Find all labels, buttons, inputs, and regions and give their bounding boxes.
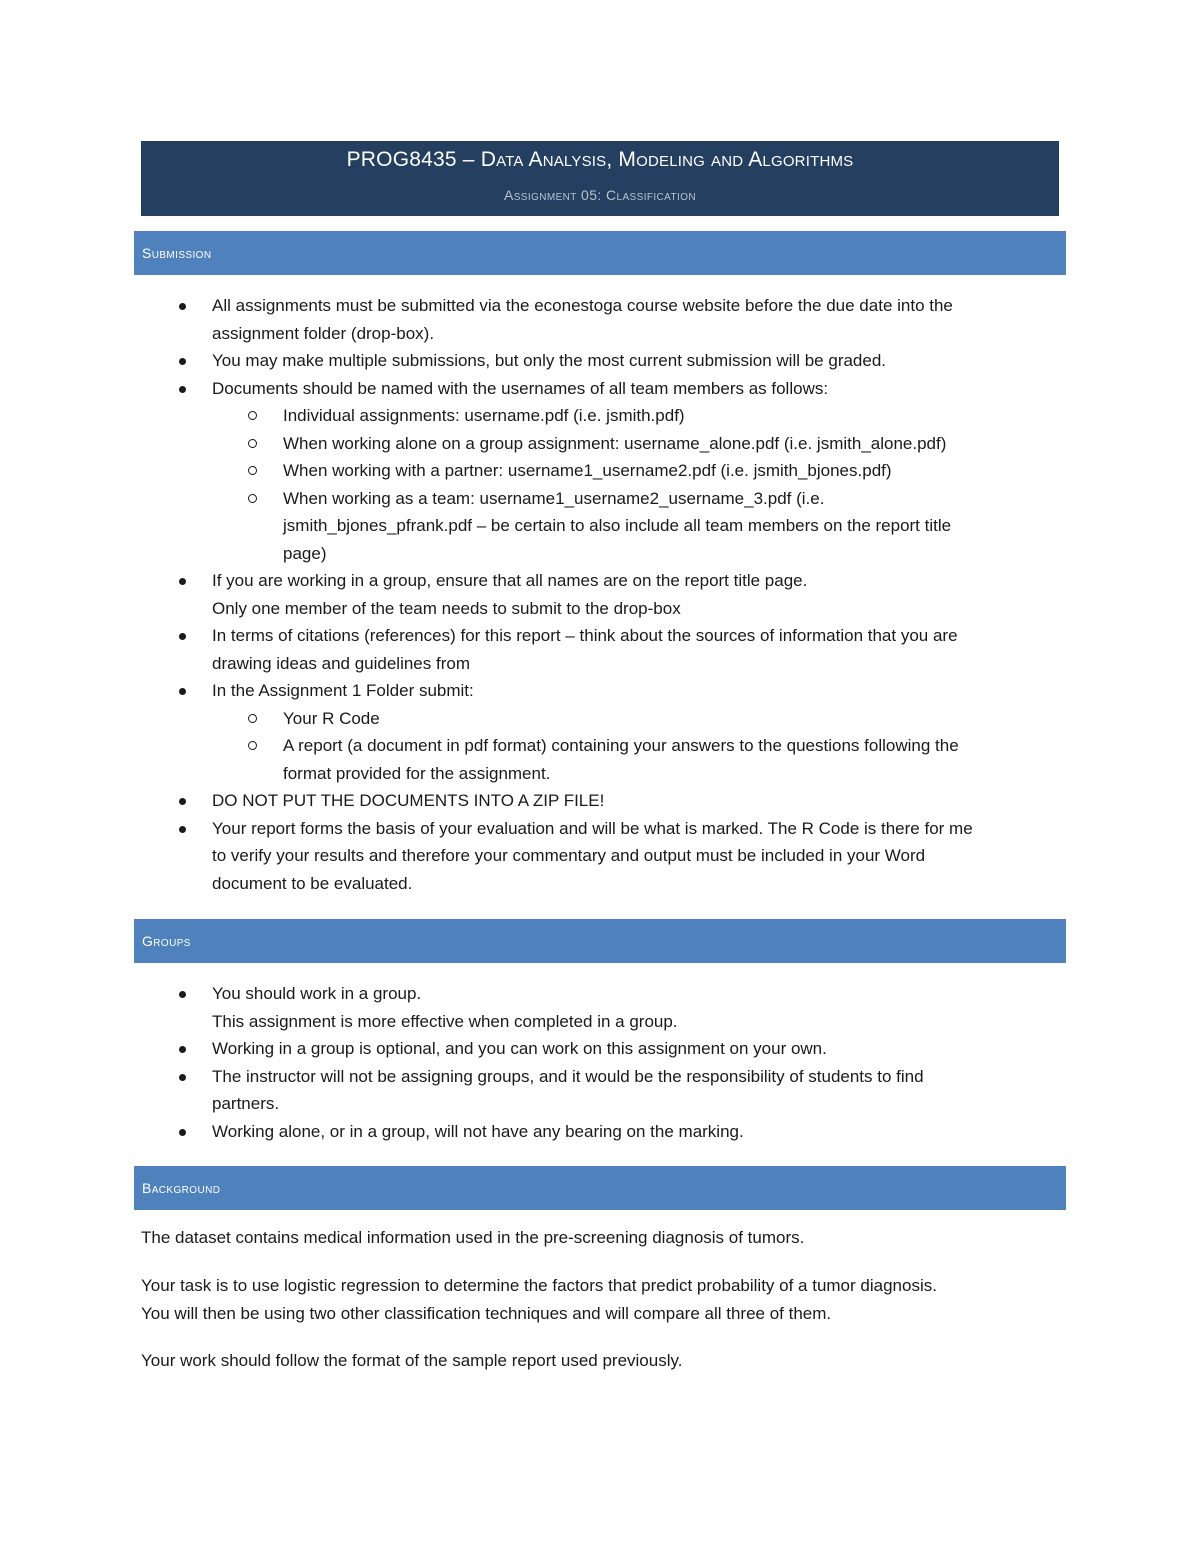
text-line: Your task is to use logistic regression to determine the factors that predict probability of a tumor diagnosis. bbox=[141, 1276, 937, 1295]
hollow-bullet-icon bbox=[248, 439, 257, 448]
sub-list bbox=[212, 705, 1066, 788]
text-line: Working in a group is optional, and you can work on this assignment on your own. bbox=[212, 1039, 827, 1058]
bullet-icon bbox=[179, 991, 186, 998]
groups-list bbox=[141, 980, 1066, 1145]
text-line: You will then be using two other classification techniques and will compare all three of them. bbox=[141, 1303, 832, 1323]
list-item bbox=[141, 375, 1066, 568]
sub-list-item bbox=[212, 430, 1066, 458]
text-line: to verify your results and therefore your commentary and output must be included in your Word bbox=[212, 846, 926, 865]
text-line: If you are working in a group, ensure that all names are on the report title page. bbox=[212, 571, 808, 590]
bullet-icon bbox=[179, 578, 186, 585]
list-item bbox=[141, 567, 1066, 622]
text-line: format provided for the assignment. bbox=[283, 763, 551, 783]
list-item bbox=[141, 622, 1066, 677]
background-paragraph bbox=[141, 1224, 1066, 1252]
text-line: DO NOT PUT THE DOCUMENTS INTO A ZIP FILE! bbox=[212, 791, 605, 810]
bullet-icon bbox=[179, 798, 186, 805]
text-line: The dataset contains medical information used in the pre-screening diagnosis of tumors. bbox=[141, 1228, 805, 1247]
text-line: Only one member of the team needs to submit to the drop-box bbox=[212, 598, 681, 618]
text-line: When working as a team: username1_username2_username_3.pdf (i.e. bbox=[283, 488, 825, 508]
list-item bbox=[141, 980, 1066, 1035]
text-line: Individual assignments: username.pdf (i.e. jsmith.pdf) bbox=[283, 406, 685, 425]
title-banner bbox=[141, 141, 1059, 216]
bullet-icon bbox=[179, 1129, 186, 1136]
list-item bbox=[141, 347, 1066, 375]
bullet-icon bbox=[179, 358, 186, 365]
bullet-icon bbox=[179, 688, 186, 695]
document-title: PROG8435 – Data Analysis, Modeling and Algorithms bbox=[346, 148, 854, 171]
list-item bbox=[141, 1035, 1066, 1063]
background-paragraph bbox=[141, 1347, 1066, 1375]
sub-list-item bbox=[212, 732, 1066, 787]
text-line: partners. bbox=[212, 1094, 280, 1113]
list-item bbox=[141, 815, 1066, 898]
text-line: This assignment is more effective when completed in a group. bbox=[212, 1011, 678, 1031]
list-item bbox=[141, 1063, 1066, 1118]
bullet-icon bbox=[179, 303, 186, 310]
text-line: You may make multiple submissions, but only the most current submission will be graded. bbox=[212, 351, 887, 370]
hollow-bullet-icon bbox=[248, 411, 257, 420]
text-line: You should work in a group. bbox=[212, 984, 422, 1003]
text-line: Your work should follow the format of the sample report used previously. bbox=[141, 1351, 683, 1370]
text-line: drawing ideas and guidelines from bbox=[212, 653, 470, 673]
groups-section-header: Groups bbox=[134, 919, 1066, 963]
hollow-bullet-icon bbox=[248, 494, 257, 503]
text-line: Your report forms the basis of your evaluation and will be what is marked. The R Code is there for me bbox=[212, 818, 973, 838]
bullet-icon bbox=[179, 1074, 186, 1081]
text-line: Working alone, or in a group, will not have any bearing on the marking. bbox=[212, 1121, 744, 1141]
text-line: A report (a document in pdf format) containing your answers to the questions following the bbox=[283, 736, 959, 755]
bullet-icon bbox=[179, 386, 186, 393]
text-line: When working alone on a group assignment: username_alone.pdf (i.e. jsmith_alone.pdf) bbox=[283, 433, 947, 453]
document-subtitle: Assignment 05: Classification bbox=[503, 187, 696, 203]
sub-list-item bbox=[212, 705, 1066, 733]
text-line: Your R Code bbox=[283, 708, 380, 728]
bullet-icon bbox=[179, 1046, 186, 1053]
submission-section-header: Submission bbox=[134, 231, 1066, 275]
text-line: Documents should be named with the usernames of all team members as follows: bbox=[212, 378, 829, 398]
list-item bbox=[141, 787, 1066, 815]
sub-list-item bbox=[212, 485, 1066, 568]
text-line: document to be evaluated. bbox=[212, 873, 413, 893]
list-item bbox=[141, 292, 1066, 347]
text-line: When working with a partner: username1_username2.pdf (i.e. jsmith_bjones.pdf) bbox=[283, 461, 892, 480]
text-line: In the Assignment 1 Folder submit: bbox=[212, 681, 474, 700]
text-line: In terms of citations (references) for this report – think about the sources of information that you are bbox=[212, 626, 958, 645]
hollow-bullet-icon bbox=[248, 466, 257, 475]
sub-list-item bbox=[212, 402, 1066, 430]
list-item bbox=[141, 1118, 1066, 1146]
background-section-header: Background bbox=[134, 1166, 1066, 1210]
text-line: assignment folder (drop-box). bbox=[212, 323, 435, 343]
bullet-icon bbox=[179, 826, 186, 833]
submission-list bbox=[141, 292, 1066, 897]
hollow-bullet-icon bbox=[248, 714, 257, 723]
sub-list bbox=[212, 402, 1066, 567]
text-line: All assignments must be submitted via the econestoga course website before the due date into the bbox=[212, 296, 953, 315]
text-line: page) bbox=[283, 543, 327, 563]
bullet-icon bbox=[179, 633, 186, 640]
text-line: The instructor will not be assigning groups, and it would be the responsibility of students to find bbox=[212, 1066, 924, 1086]
sub-list-item bbox=[212, 457, 1066, 485]
background-paragraph bbox=[141, 1272, 1066, 1327]
text-line: jsmith_bjones_pfrank.pdf – be certain to also include all team members on the report title bbox=[283, 516, 952, 535]
hollow-bullet-icon bbox=[248, 741, 257, 750]
list-item bbox=[141, 677, 1066, 787]
